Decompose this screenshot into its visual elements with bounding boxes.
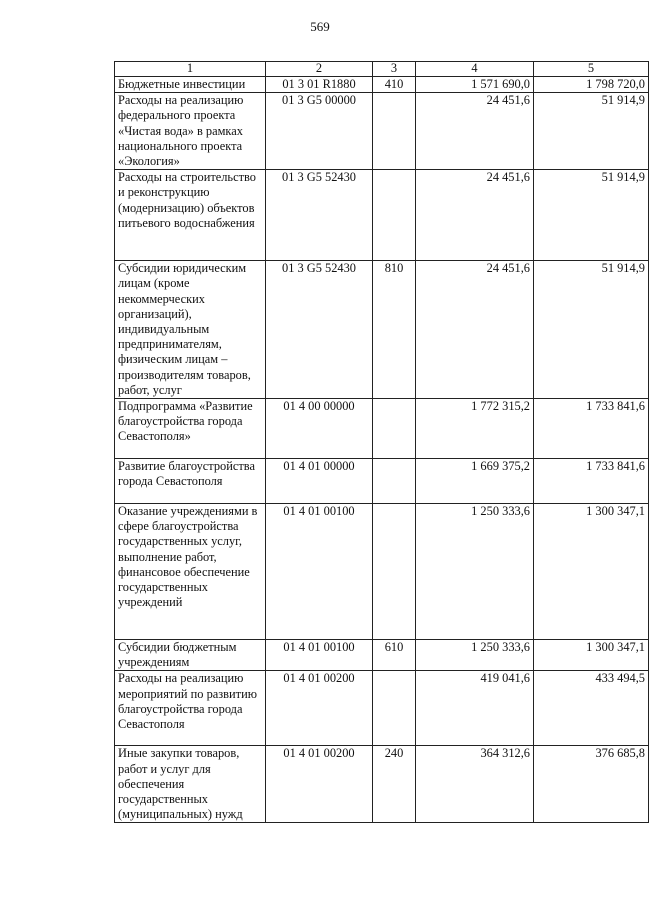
- table-row: [115, 77, 649, 93]
- table-row: [115, 399, 649, 459]
- row-value-col4: 419 041,6: [416, 671, 534, 746]
- row-name: Иные закупки товаров, работ и услуг для обеспечения государственных (муниципальных) нужд: [115, 746, 266, 823]
- table-row: [115, 261, 649, 399]
- table-row: [115, 640, 649, 671]
- column-header: 1: [115, 62, 266, 77]
- row-code: 01 4 01 00200: [266, 671, 373, 746]
- row-code: 01 3 01 R1880: [266, 77, 373, 93]
- row-name: Развитие благоустройства города Севастополя: [115, 459, 266, 504]
- table-row: [115, 459, 649, 504]
- row-value-col5: 1 300 347,1: [534, 640, 649, 671]
- row-expense-type: 810: [373, 261, 416, 399]
- row-value-col4: 24 451,6: [416, 261, 534, 399]
- row-value-col5: 1 300 347,1: [534, 504, 649, 640]
- table-row: [115, 504, 649, 640]
- row-expense-type: [373, 93, 416, 170]
- row-code: 01 4 01 00100: [266, 504, 373, 640]
- column-header: 2: [266, 62, 373, 77]
- table-header-row: [115, 62, 649, 77]
- row-name: Расходы на реализацию федерального проекта «Чистая вода» в рамках национального проекта «Экология»: [115, 93, 266, 170]
- row-name: Бюджетные инвестиции: [115, 77, 266, 93]
- row-value-col5: 376 685,8: [534, 746, 649, 823]
- table-row: [115, 671, 649, 746]
- row-value-col4: 1 669 375,2: [416, 459, 534, 504]
- row-expense-type: [373, 671, 416, 746]
- table-row: [115, 170, 649, 261]
- column-header: 5: [534, 62, 649, 77]
- table-row: [115, 746, 649, 823]
- row-expense-type: 610: [373, 640, 416, 671]
- row-code: 01 3 G5 00000: [266, 93, 373, 170]
- row-code: 01 4 00 00000: [266, 399, 373, 459]
- row-code: 01 4 01 00200: [266, 746, 373, 823]
- table-row: [115, 93, 649, 170]
- row-value-col5: 433 494,5: [534, 671, 649, 746]
- row-name: Подпрограмма «Развитие благоустройства города Севастополя»: [115, 399, 266, 459]
- column-header: 3: [373, 62, 416, 77]
- row-expense-type: [373, 399, 416, 459]
- row-value-col5: 1 798 720,0: [534, 77, 649, 93]
- row-name: Субсидии бюджетным учреждениям: [115, 640, 266, 671]
- row-name: Субсидии юридическим лицам (кроме некоммерческих организаций), индивидуальным предпринимателям, физическим лицам – производителям товаров, работ, услуг: [115, 261, 266, 399]
- row-expense-type: [373, 459, 416, 504]
- row-value-col5: 1 733 841,6: [534, 399, 649, 459]
- row-value-col4: 24 451,6: [416, 93, 534, 170]
- row-expense-type: [373, 504, 416, 640]
- row-value-col4: 1 772 315,2: [416, 399, 534, 459]
- row-expense-type: [373, 170, 416, 261]
- page-number: 569: [310, 19, 330, 34]
- row-name: Оказание учреждениями в сфере благоустройства государственных услуг, выполнение работ, финансовое обеспечение государственных учреждений: [115, 504, 266, 640]
- row-value-col5: 51 914,9: [534, 170, 649, 261]
- row-value-col4: 1 250 333,6: [416, 640, 534, 671]
- row-value-col5: 51 914,9: [534, 261, 649, 399]
- row-code: 01 4 01 00100: [266, 640, 373, 671]
- row-expense-type: 240: [373, 746, 416, 823]
- row-expense-type: 410: [373, 77, 416, 93]
- budget-table: [114, 61, 649, 823]
- row-name: Расходы на реализацию мероприятий по развитию благоустройства города Севастополя: [115, 671, 266, 746]
- row-code: 01 3 G5 52430: [266, 170, 373, 261]
- column-header: 4: [416, 62, 534, 77]
- row-value-col4: 24 451,6: [416, 170, 534, 261]
- row-value-col4: 1 250 333,6: [416, 504, 534, 640]
- row-value-col4: 364 312,6: [416, 746, 534, 823]
- row-value-col5: 1 733 841,6: [534, 459, 649, 504]
- row-value-col4: 1 571 690,0: [416, 77, 534, 93]
- row-value-col5: 51 914,9: [534, 93, 649, 170]
- row-code: 01 4 01 00000: [266, 459, 373, 504]
- row-code: 01 3 G5 52430: [266, 261, 373, 399]
- row-name: Расходы на строительство и реконструкцию (модернизацию) объектов питьевого водоснабжения: [115, 170, 266, 261]
